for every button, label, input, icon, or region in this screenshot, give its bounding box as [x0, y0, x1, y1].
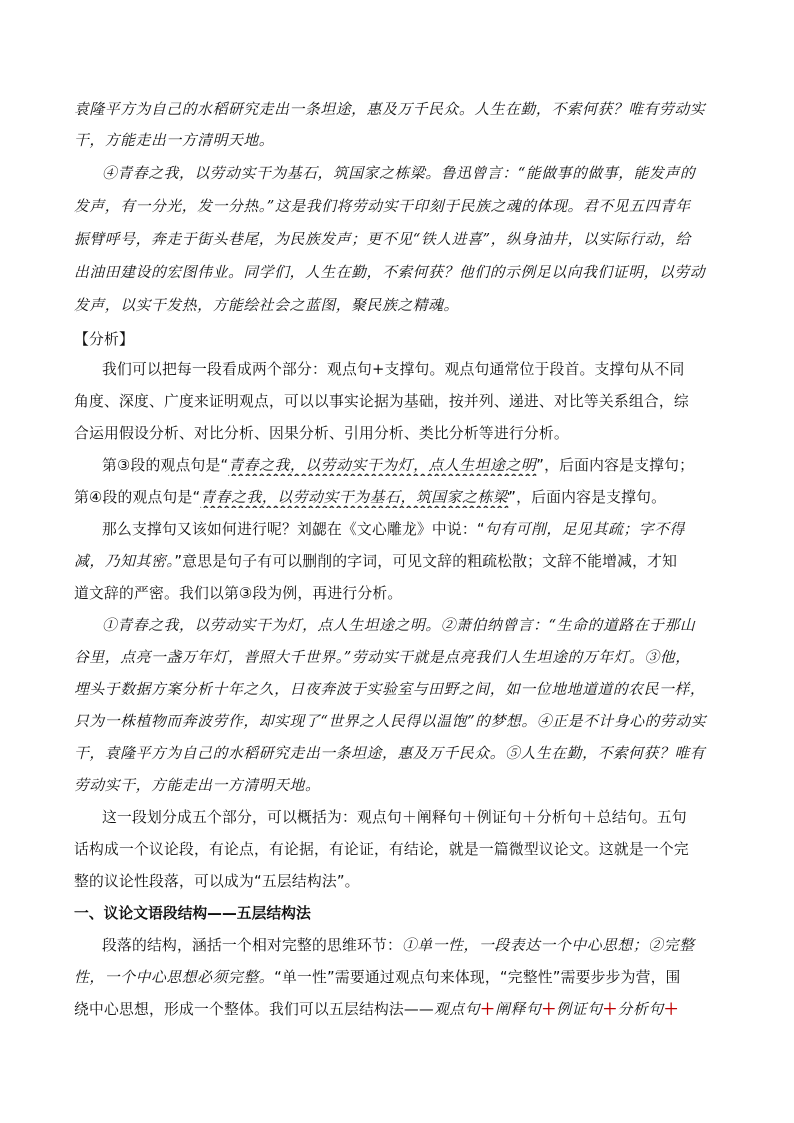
- text-run: 阐释句: [495, 1001, 542, 1018]
- para-line: 埋头于数据方案分析十年之久，日夜奔波于实验室与田野之间，如一位地地道道的农民一样，: [74, 681, 706, 698]
- para-line: 发声，有一分光，发一分热。”这是我们将劳动实干印刻于民族之魂的体现。君不见五四青年: [74, 198, 691, 215]
- text-run: 分析句: [617, 1001, 664, 1018]
- para-line: 道文辞的严密。我们以第③段为例，再进行分析。: [74, 585, 403, 602]
- para-line: 我们可以把每一段看成两个部分：观点句+支撑句。观点句通常位于段首。支撑句从不同: [102, 361, 685, 378]
- text-run: 绕中心思想，形成一个整体。我们可以五层结构法——: [74, 1001, 434, 1018]
- para-line: 合运用假设分析、对比分析、因果分析、引用分析、类比分析等进行分析。: [74, 425, 569, 442]
- para-line: 振臂呼号，奔走于街头巷尾，为民族发声；更不见“铁人进喜”，纵身油井，以实际行动，给: [74, 231, 691, 248]
- text-run: ①单一性，一段表达一个中心思想；②完整: [401, 937, 695, 954]
- text-run: ”，后面内容是支撑句。: [508, 489, 667, 506]
- text-run: “单一性”需要通过观点句来体现，“完整性”需要步步为营，围: [274, 969, 681, 986]
- quote-run: 减，乃知其密。: [74, 553, 175, 570]
- para-line: [102, 456, 724, 476]
- para-line: 发声，以实干发热，方能绘社会之蓝图，聚民族之精魂。: [74, 297, 459, 314]
- text-run: 第③段的观点句是“: [102, 457, 229, 474]
- para-line: 干，方能走出一方清明天地。: [74, 132, 275, 149]
- para-line: [74, 488, 724, 508]
- text-run: 性，一个中心思想必须完整。: [74, 969, 275, 986]
- plus-sign: ＋: [663, 1001, 679, 1018]
- text-run: 例证句: [556, 1001, 603, 1018]
- para-line: [74, 968, 724, 988]
- text-run: ”意思是句子有可以删削的字词，可见文辞的粗疏松散；文辞不能增减，才知: [174, 553, 678, 570]
- para-line: 干，袁隆平方为自己的水稻研究走出一条坦途，惠及万千民众。⑤人生在勤，不索何获？唯有: [74, 745, 706, 762]
- para-line: 只为一株植物而奔波劳作，却实现了“世界之人民得以温饱”的梦想。④正是不计身心的劳动实: [74, 713, 707, 730]
- plus-sign: ＋: [480, 1001, 496, 1018]
- para-line: 话构成一个议论段，有论点，有论据，有论证，有结论，就是一篇微型议论文。这就是一个完: [74, 841, 689, 858]
- para-line: 这一段划分成五个部分，可以概括为：观点句＋阐释句＋例证句＋分析句＋总结句。五句: [102, 809, 687, 826]
- quote-run: 句有可削，足见其疏；字不得: [484, 521, 685, 538]
- text-run: 第④段的观点句是“: [74, 489, 201, 506]
- plus-sign: ＋: [541, 1001, 557, 1018]
- para-line: [74, 1000, 724, 1020]
- para-line: 整的议论性段落，可以成为“五层结构法”。: [74, 873, 360, 890]
- para-line: 出油田建设的宏图伟业。同学们，人生在勤，不索何获？他们的示例足以向我们证明，以劳动: [74, 264, 706, 281]
- viewpoint-sentence-3: 青春之我，以劳动实干为灯，点人生坦途之明: [228, 457, 537, 474]
- viewpoint-sentence-4: 青春之我，以劳动实干为基石，筑国家之栋梁: [200, 489, 509, 506]
- para-line: 角度、深度、广度来证明观点，可以以事实论据为基础，按并列、递进、对比等关系组合，综: [74, 393, 689, 410]
- section-heading: 一、议论文语段结构——五层结构法: [74, 905, 311, 922]
- para-line: ①青春之我，以劳动实干为灯，点人生坦途之明。②萧伯纳曾言：“生命的道路在于那山: [102, 617, 696, 634]
- section-label-analysis: 【分析】: [74, 331, 134, 348]
- text-run: ”，后面内容是支撑句；: [536, 457, 695, 474]
- para-line: 袁隆平方为自己的水稻研究走出一条坦途，惠及万千民众。人生在勤，不索何获？唯有劳动实: [74, 101, 706, 118]
- para-line: 劳动实干，方能走出一方清明天地。: [74, 777, 321, 794]
- para-line: ④青春之我，以劳动实干为基石，筑国家之栋梁。鲁迅曾言：“能做事的做事，能发声的: [102, 165, 696, 182]
- text-run: 观点句: [433, 1001, 481, 1018]
- para-line: [102, 520, 724, 540]
- text-run: 段落的结构，涵括一个相对完整的思维环节：: [102, 937, 402, 954]
- para-line: [102, 936, 724, 956]
- text-run: 那么支撑句又该如何进行呢？刘勰在《文心雕龙》中说：“: [102, 521, 485, 538]
- plus-sign: ＋: [602, 1001, 618, 1018]
- para-line: [74, 552, 724, 572]
- para-line: 谷里，点亮一盏万年灯，普照大千世界。”劳动实干就是点亮我们人生坦途的万年灯。③他，: [74, 649, 691, 666]
